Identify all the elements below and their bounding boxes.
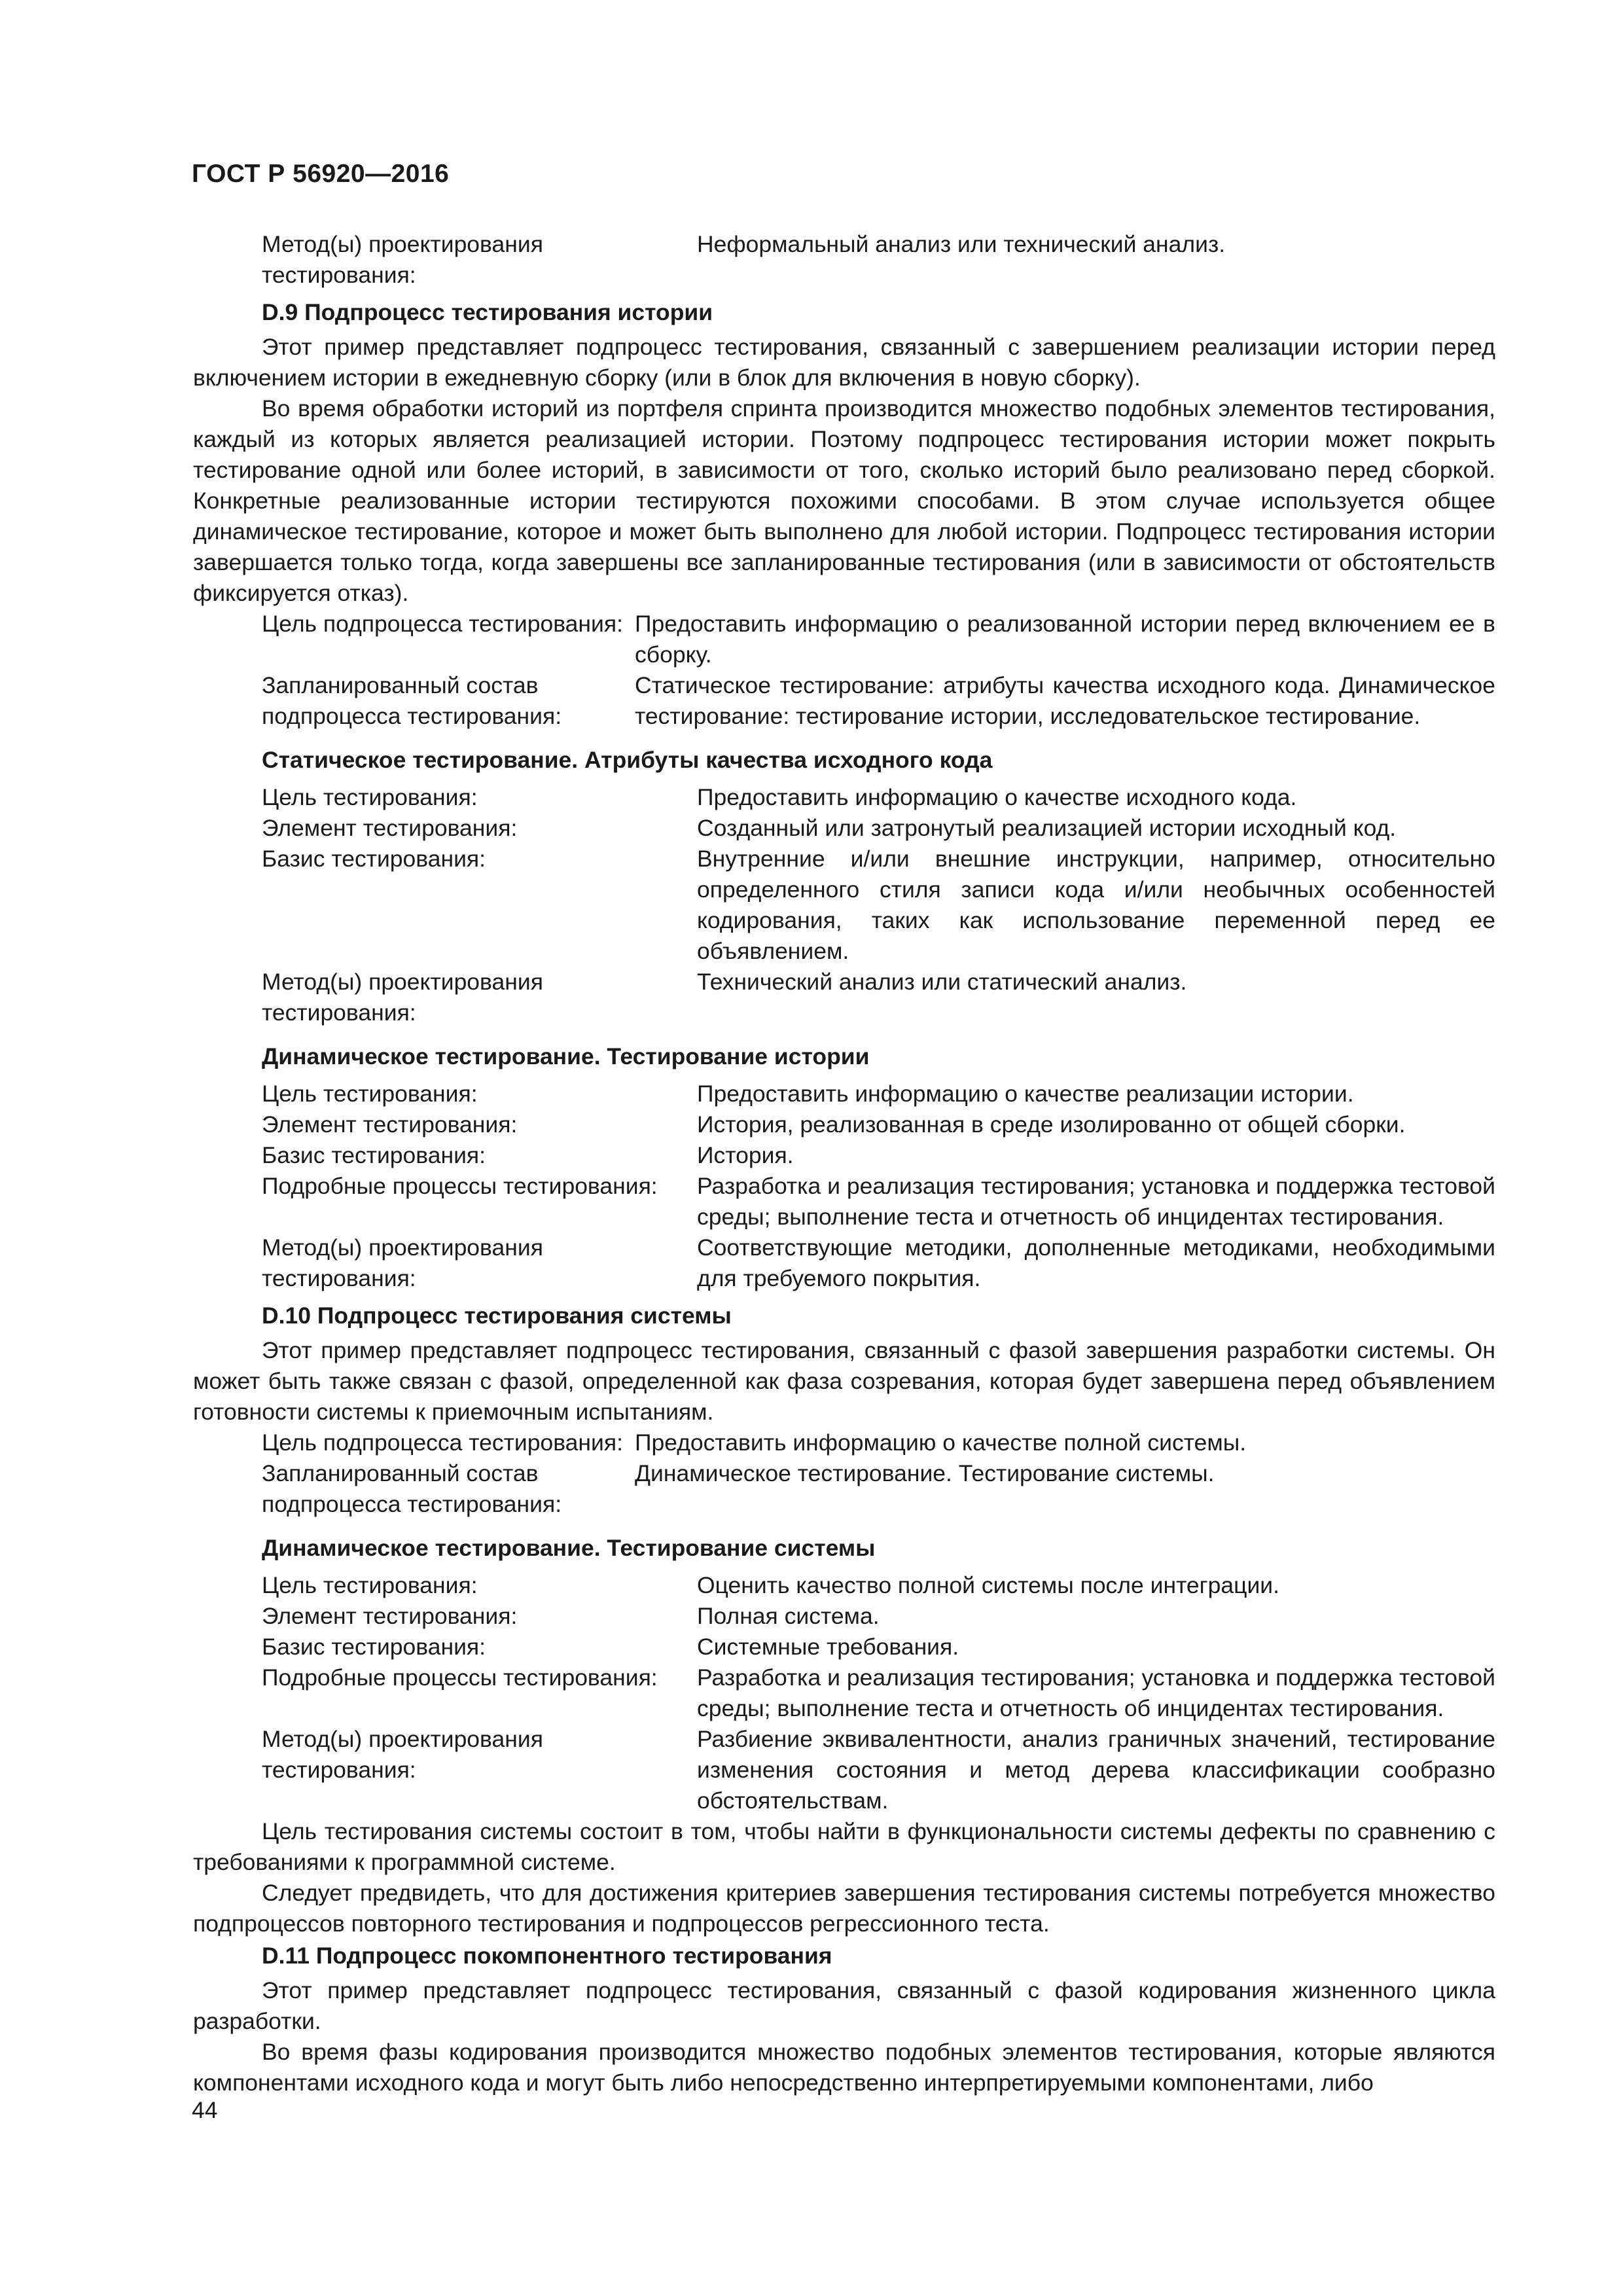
paragraph: Во время фазы кодирования производится множество подобных элементов тестирования, которые являются компонентами исходного кода и могут быть либо непосредственно интерпретируемыми компонентами, либо xyxy=(193,2039,1495,2096)
kv-value: Системные требования. xyxy=(697,1634,959,1660)
section-heading-d10: D.10 Подпроцесс тестирования системы xyxy=(262,1302,732,1329)
paragraph: Этот пример представляет подпроцесс тестирования, связанный с завершением реализации истории перед включением истории в ежедневную сборку (или в блок для включения в новую сборку). xyxy=(193,334,1495,391)
paragraph: Следует предвидеть, что для достижения критериев завершения тестирования системы потребуется множество подпроцессов повторного тестирования и подпроцессов регрессионного теста. xyxy=(193,1880,1495,1937)
d10-subprocess-table xyxy=(262,1427,1495,1520)
kv-value: Внутренние и/или внешние инструкции, например, относительно определенного стиля записи кода и/или необычных особенностей кодирования, таких как использование переменной перед ее объявлением. xyxy=(697,846,1495,964)
page-content xyxy=(193,229,1495,2098)
kv-value: История, реализованная в среде изолированно от общей сборки. xyxy=(697,1111,1406,1138)
kv-value: Разработка и реализация тестирования; установка и поддержка тестовой среды; выполнение теста и отчетность об инцидентах тестирования. xyxy=(697,1664,1495,1721)
kv-key: Цель тестирования: xyxy=(262,1572,478,1598)
kv-key: Элемент тестирования: xyxy=(262,815,518,841)
section-heading-d11: D.11 Подпроцесс покомпонентного тестирования xyxy=(262,1943,832,1969)
kv-value: Разбиение эквивалентности, анализ граничных значений, тестирование изменения состояния и метод дерева классификации сообразно обстоятельствам. xyxy=(697,1726,1495,1814)
kv-value: Созданный или затронутый реализацией истории исходный код. xyxy=(697,815,1397,841)
kv-key: Метод(ы) проектирования тестирования: xyxy=(262,1726,543,1783)
kv-key: Базис тестирования: xyxy=(262,846,486,872)
kv-key: Метод(ы) проектирования тестирования: xyxy=(262,231,543,288)
page-number: 44 xyxy=(192,2097,218,2123)
kv-value: Статическое тестирование: атрибуты качества исходного кода. Динамическое тестирование: тестирование истории, исследовательское тестирование. xyxy=(635,672,1495,729)
kv-value: Предоставить информацию о качестве полной системы. xyxy=(635,1429,1247,1456)
document-header: ГОСТ Р 56920—2016 xyxy=(192,160,450,188)
kv-key: Подробные процессы тестирования: xyxy=(262,1664,658,1691)
paragraph: Этот пример представляет подпроцесс тестирования, связанный с фазой кодирования жизненного цикла разработки. xyxy=(193,1977,1495,2034)
kv-key: Цель подпроцесса тестирования: xyxy=(262,611,623,637)
subsection-heading: Статическое тестирование. Атрибуты качества исходного кода xyxy=(262,747,993,773)
kv-value: Предоставить информацию о реализованной истории перед включением ее в сборку. xyxy=(635,611,1495,668)
kv-key: Метод(ы) проектирования тестирования: xyxy=(262,1234,543,1291)
d10-dynamic-table xyxy=(262,1570,1495,1816)
kv-key: Запланированный состав подпроцесса тестирования: xyxy=(262,1460,562,1517)
kv-key: Элемент тестирования: xyxy=(262,1111,518,1138)
kv-key: Цель тестирования: xyxy=(262,1081,478,1107)
kv-key: Базис тестирования: xyxy=(262,1634,486,1660)
kv-key: Метод(ы) проектирования тестирования: xyxy=(262,969,543,1026)
paragraph: Цель тестирования системы состоит в том, чтобы найти в функциональности системы дефекты по сравнению с требованиями к программной системе. xyxy=(193,1818,1495,1875)
kv-key: Цель тестирования: xyxy=(262,784,478,810)
kv-value: Предоставить информацию о качестве исходного кода. xyxy=(697,784,1297,810)
kv-value: Технический анализ или статический анализ. xyxy=(697,969,1187,995)
kv-value: Динамическое тестирование. Тестирование системы. xyxy=(635,1460,1215,1486)
kv-key: Подробные процессы тестирования: xyxy=(262,1173,658,1199)
design-method-row xyxy=(262,229,1495,291)
subsection-heading: Динамическое тестирование. Тестирование системы xyxy=(262,1535,876,1561)
kv-value: Предоставить информацию о качестве реализации истории. xyxy=(697,1081,1354,1107)
kv-key: Элемент тестирования: xyxy=(262,1603,518,1629)
kv-value: Неформальный анализ или технический анализ. xyxy=(697,231,1226,257)
section-heading-d9: D.9 Подпроцесс тестирования истории xyxy=(262,299,713,325)
kv-key: Запланированный состав подпроцесса тестирования: xyxy=(262,672,562,729)
kv-value: Разработка и реализация тестирования; установка и поддержка тестовой среды; выполнение теста и отчетность об инцидентах тестирования. xyxy=(697,1173,1495,1230)
d9-subprocess-table xyxy=(262,609,1495,732)
paragraph: Этот пример представляет подпроцесс тестирования, связанный с фазой завершения разработки системы. Он может быть также связан с фазой, определенной как фаза созревания, которая будет завершена перед объявлением готовности системы к приемочным испытаниям. xyxy=(193,1337,1495,1425)
paragraph: Во время обработки историй из портфеля спринта производится множество подобных элементов тестирования, каждый из которых является реализацией истории. Поэтому подпроцесс тестирования истории может покрыть тестирование одной или более историй, в зависимости от того, сколько историй было реализовано перед сборкой. Конкретные реализованные истории тестируются похожими способами. В этом случае используется общее динамическое тестирование, которое и может быть выполнено для любой истории. Подпроцесс тестирования истории завершается только тогда, когда завершены все запланированные тестирования (или в зависимости от обстоятельств фиксируется отказ). xyxy=(193,395,1495,606)
subsection-heading: Динамическое тестирование. Тестирование истории xyxy=(262,1043,870,1069)
d9-static-table xyxy=(262,782,1495,1028)
kv-key: Цель подпроцесса тестирования: xyxy=(262,1429,623,1456)
kv-value: Полная система. xyxy=(697,1603,880,1629)
kv-key: Базис тестирования: xyxy=(262,1142,486,1168)
kv-value: Соответствующие методики, дополненные методиками, необходимыми для требуемого покрытия. xyxy=(697,1234,1495,1291)
kv-value: Оценить качество полной системы после интеграции. xyxy=(697,1572,1279,1598)
kv-value: История. xyxy=(697,1142,794,1168)
d9-dynamic-table xyxy=(262,1079,1495,1294)
